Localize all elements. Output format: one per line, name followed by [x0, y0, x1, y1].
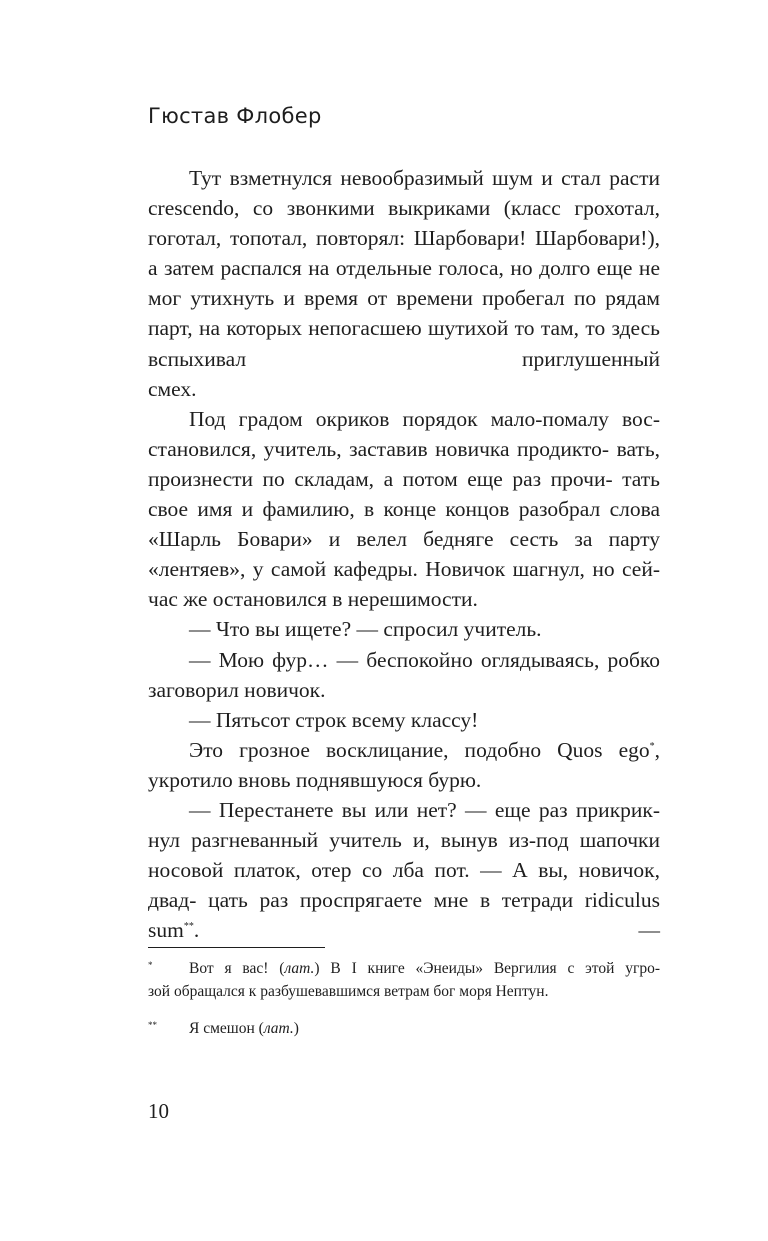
- paragraph-3: [148, 614, 660, 644]
- line: слова «Шарль Бовари» и велел бедняге сесть за парту: [148, 497, 660, 552]
- line: заговорил новичок.: [148, 677, 326, 702]
- paragraph-1-end: [148, 374, 660, 404]
- line: укротило вновь поднявшуюся бурю.: [148, 767, 482, 792]
- line: Тут взметнулся невообразимый шум и стал: [189, 166, 601, 190]
- paragraph-1: [148, 163, 660, 374]
- footnotes: [148, 957, 660, 1054]
- line: цать раз проспрягаете мне в тетради ridiculus sum: [148, 888, 661, 943]
- line: — Перестанете вы или нет? — еще раз прикрик-: [189, 797, 660, 822]
- footnote-1-lang: лат.: [284, 960, 315, 977]
- line: — Пятьсот строк всему классу!: [189, 707, 479, 732]
- footnote-1-cont: [148, 980, 660, 1003]
- line: Это грозное восклицание, подобно Quos ego: [189, 737, 650, 762]
- footnote-1-text-b: ) В I книге «Энеиды» Вергилия с этой угро-: [314, 960, 661, 977]
- footnote-1: [148, 957, 660, 980]
- footnote-divider: [148, 947, 325, 948]
- line: «лентяев», у самой кафедры. Новичок шагнул, но сей-: [148, 557, 660, 582]
- line: Шарбовари!), а затем распался на отдельные голоса,: [148, 226, 661, 281]
- line: вать, произнести по складам, а потом еще раз прочи-: [148, 436, 661, 491]
- paragraph-6: [148, 735, 660, 795]
- footnote-2-text-a: Я смешон (: [189, 1020, 264, 1037]
- footnote-2-mark: **: [148, 1020, 157, 1030]
- paragraph-4: [148, 645, 660, 705]
- footnote-mark: **: [183, 921, 194, 933]
- punct: ,: [654, 737, 660, 762]
- line: нул разгневанный учитель и, вынув из-под шапочки: [148, 828, 660, 853]
- line: шутихой то там, то здесь вспыхивал приглушенный: [148, 316, 660, 371]
- line: — Мою фур… — беспокойно оглядываясь, робко: [189, 647, 660, 672]
- footnote-2: [148, 1017, 660, 1040]
- line: носовой платок, отер со лба пот. — А вы, новичок, двад-: [148, 858, 660, 913]
- line: час же остановился в нерешимости.: [148, 587, 478, 612]
- paragraph-7: [148, 795, 660, 945]
- line: смех.: [148, 376, 197, 401]
- line: пробегал по рядам парт, на которых непогасшею: [148, 286, 661, 341]
- line: тать свое имя и фамилию, в конце концов разобрал: [148, 466, 660, 522]
- body-text: [148, 163, 660, 945]
- footnote-1-line2: зой обращался к разбушевавшимся ветрам бог моря Нептун.: [148, 983, 549, 1000]
- line: — Что вы ищете? — спросил учитель.: [189, 617, 542, 642]
- page-number: 10: [148, 1099, 169, 1123]
- line: расти crescendo, со звонкими выкриками (класс: [148, 166, 661, 221]
- line: Под градом окриков порядок мало-помалу вос-: [189, 406, 660, 431]
- footnote-2-lang: лат.: [263, 1020, 294, 1037]
- running-head-author: Гюстав Флобер: [148, 104, 322, 128]
- footnote-mark: *: [649, 740, 655, 752]
- line: но долго еще не мог утихнуть и время от времени: [148, 256, 660, 311]
- line: становился, учитель, заставив новичка продикто-: [148, 436, 610, 461]
- footnote-1-text-a: Вот я вас! (: [189, 960, 285, 977]
- punct: . —: [193, 918, 660, 943]
- paragraph-5: [148, 705, 660, 735]
- paragraph-2: [148, 404, 660, 615]
- line: грохотал, гоготал, топотал, повторял: Шарбовари!: [148, 196, 661, 251]
- footnote-1-mark: *: [148, 960, 153, 970]
- footnote-2-text-b: ): [293, 1020, 299, 1037]
